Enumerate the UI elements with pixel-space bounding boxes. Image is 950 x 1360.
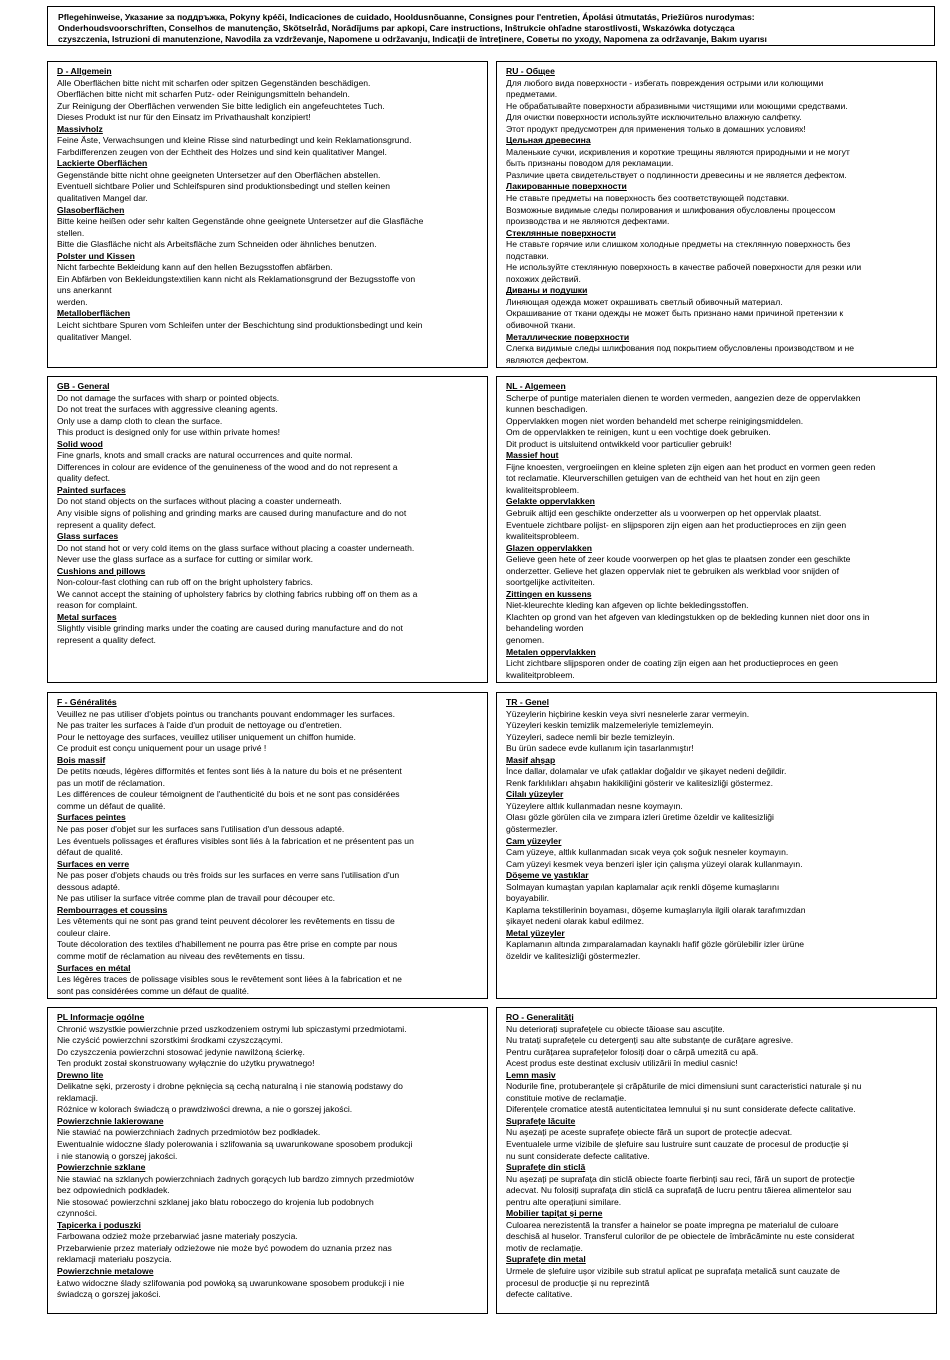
section-heading: Диваны и подушки: [506, 285, 588, 296]
section-text: represent a quality defect.: [57, 519, 156, 530]
section-text: świadczą o gorszej jakości.: [57, 1289, 161, 1300]
section-heading: Powierzchnie szklane: [57, 1162, 146, 1173]
section-text: Scherpe of puntige materialen dienen te worden vermeden, aangezien deze de oppervlakken: [506, 392, 861, 403]
section-heading: Rembourrages et coussins: [57, 904, 168, 915]
header-line: Pflegehinweise, Указание за поддръжка, Pokyny kpéči, Indicaciones de cuidado, Hooldusnõuanne, Consignes pour l'entretien, Ápolási útmutatás, Priežiūros nurodymas:: [58, 12, 755, 22]
section-text: reklamacji.: [57, 1092, 99, 1103]
section-text: похожих действий.: [506, 273, 581, 284]
section-heading: Surfaces en verre: [57, 858, 130, 869]
section-text: Yüzeylerin hiçbirine keskin veya sivri nesnelerle zarar vermeyin.: [506, 708, 750, 719]
section-text: reklamacji materiału poszycia.: [57, 1254, 172, 1265]
section-text: tot reclamatie. Kleurverschillen getuigen van de echtheid van het hout en zijn geen: [506, 473, 820, 484]
section-text: Bitte keine heißen oder sehr kalten Gegenstände ohne geeignete Untersetzer auf die Glasfläche: [57, 216, 424, 227]
section-text: Линяющая одежда может окрашивать светлый обивочный материал.: [506, 296, 783, 307]
section-text: Окрашивание от ткани одежды не может быть признано нами причиной претензии к: [506, 308, 844, 319]
section-text: Маленькие сучки, искривления и короткие трещины являются природными и не могут: [506, 146, 850, 157]
section-text: quality defect.: [57, 473, 111, 484]
section-heading: Solid wood: [57, 438, 103, 449]
section-text: Cam yüzeyi kesmek veya benzeri işler için çalışma yüzeyi olarak kullanmayın.: [506, 858, 803, 869]
section-ru: [496, 61, 937, 368]
section-text: reason for complaint.: [57, 600, 138, 611]
section-text: Alle Oberflächen bitte nicht mit scharfen oder spitzen Gegenständen beschädigen.: [57, 77, 371, 88]
section-text: comme motif de réclamation au niveau des revêtements en tissu.: [57, 951, 305, 962]
section-text: defecte calitative.: [506, 1289, 573, 1300]
section-text: Oberflächen bitte nicht mit scharfen Putz- oder Reinigungsmitteln behandeln.: [57, 89, 350, 100]
section-text: kwaliteitprobleem.: [506, 669, 575, 680]
section-text: deschisă al huselor. Transferul culorilor de pe obiectele de îmbrăcăminte nu este considerat: [506, 1231, 855, 1242]
section-text: Nie stosować powierzchni szklanej jako blatu roboczego do krojenia lub podobnych: [57, 1196, 374, 1207]
section-nl: [496, 376, 937, 683]
section-text: Różnice w kolorach świadczą o prawdziwości drewna, a nie o gorszej jakości.: [57, 1104, 353, 1115]
section-text: Do czyszczenia powierzchni stosować jedynie nawilżoną ścierkę.: [57, 1046, 305, 1057]
section-text: qualitativen Mangel dar.: [57, 193, 148, 204]
section-heading: Bois massif: [57, 754, 106, 765]
section-heading: F - Généralités: [57, 697, 117, 707]
section-text: Do not stand objects on the surfaces without placing a coaster underneath.: [57, 496, 342, 507]
section-text: быть признаны поводом для рекламации.: [506, 158, 674, 169]
section-text: Om de oppervlakken te reinigen, kunt u een vochtige doek gebruiken.: [506, 427, 771, 438]
section-text: comme un défaut de qualité.: [57, 800, 166, 811]
section-text: Łatwo widoczne ślady szlifowania pod powłoką są uwarunkowane sposobem produkcji i nie: [57, 1277, 405, 1288]
section-text: Chronić wszystkie powierzchnie przed uszkodzeniem ostrymi lub spiczastymi przedmiotami.: [57, 1023, 407, 1034]
section-text: Ewentualnie widoczne ślady polerowania i szlifowania są uwarunkowane sposobem produkcji: [57, 1139, 413, 1150]
section-text: Do not stand hot or very cold items on the glass surface without placing a coaster underneath.: [57, 542, 415, 553]
section-text: производства и не являются дефектами.: [506, 216, 670, 227]
section-heading: Metal yüzeyler: [506, 927, 565, 938]
section-gb: [47, 376, 488, 683]
section-text: Ne pas poser d'objet sur les surfaces sans l'utilisation d'un dessous adapté.: [57, 824, 345, 835]
section-text: Ne pas poser d'objets chauds ou très froids sur les surfaces en verre sans l'utilisation d'un: [57, 870, 400, 881]
section-text: bez odpowiednich podkładek.: [57, 1185, 170, 1196]
section-text: Ne pas utiliser la surface vitrée comme plan de travail pour découper etc.: [57, 893, 336, 904]
section-text: Do not treat the surfaces with aggressive cleaning agents.: [57, 404, 278, 415]
section-text: Возможные видимые следы полирования и шлифования обусловлены процессом: [506, 204, 836, 215]
section-heading: NL - Algemeen: [506, 381, 566, 391]
section-text: Kaplamanın altında zımparalamadan kaynaklı hafif gözle görülebilir izler ürüne: [506, 939, 805, 950]
section-heading: Glass surfaces: [57, 531, 119, 542]
section-text: Only use a damp cloth to clean the surface.: [57, 415, 223, 426]
section-text: Les éventuels polissages et éraflures visibles sont liés à la fabrication et ne présentent pas un: [57, 835, 414, 846]
section-text: Этот продукт предусмотрен для применения только в домашних условиях!: [506, 123, 806, 134]
section-text: Ein Abfärben von Bekleidungstextilien kann nicht als Reklamationsgrund der Bezugsstoffe von: [57, 273, 416, 284]
section-text: Fine gnarls, knots and small cracks are natural occurrences and quite normal.: [57, 450, 353, 461]
section-text: werden.: [57, 296, 88, 307]
section-heading: Lemn masiv: [506, 1069, 556, 1080]
section-text: Pentru curățarea suprafețelor folosiți doar o cârpă umezită cu apă.: [506, 1046, 759, 1057]
section-text: Nodurile fine, protuberanțele și crăpăturile de mici dimensiuni sunt caracteristici naturale și nu: [506, 1081, 862, 1092]
section-text: Niet-kleurechte kleding kan afgeven op lichte bekledingsstoffen.: [506, 600, 749, 611]
section-text: represent a quality defect.: [57, 635, 156, 646]
section-text: Cam yüzeye, altlık kullanmadan sıcak veya çok soğuk nesneler koymayın.: [506, 847, 789, 858]
section-heading: Metal surfaces: [57, 611, 117, 622]
section-text: Для любого вида поверхности - избегать повреждения острыми или колющими: [506, 77, 824, 88]
section-heading: TR - Genel: [506, 697, 549, 707]
section-text: Yüzeyleri, sadece nemli bir bezle temizleyin.: [506, 731, 675, 742]
section-text: özeldir ve kalitesizliği göstermezler.: [506, 951, 641, 962]
section-text: Не ставьте горячие или слишком холодные предметы на стеклянную поверхность без: [506, 239, 851, 250]
section-text: czynności.: [57, 1208, 98, 1219]
section-text: Yüzeyleri keskin temizlik malzemeleriyle temizlemeyin.: [506, 720, 714, 731]
section-text: Toute décoloration des textiles d'habillement ne pourra pas être prise en compte par nous: [57, 939, 398, 950]
section-text: Nie stawiać na szklanych powierzchniach żadnych gorących lub bardzo zimnych przedmiotów: [57, 1173, 414, 1184]
section-heading: Powierzchnie metalowe: [57, 1266, 154, 1277]
section-text: Les légères traces de polissage visibles sous le revêtement sont liées à la fabrication et ne: [57, 974, 402, 985]
section-text: İnce dallar, dolamalar ve ufak çatlaklar doğaldır ve şikayet nedeni değildir.: [506, 766, 787, 777]
section-text: Leicht sichtbare Spuren vom Schleifen unter der Beschichtung sind produktionsbedingt und kein: [57, 320, 423, 331]
section-text: Klachten op grond van het afgeven van kledingstukken op de bekleding kunnen niet door ons in: [506, 611, 870, 622]
section-heading: Polster und Kissen: [57, 250, 135, 261]
section-text: behandeling worden: [506, 623, 584, 634]
section-heading: Drewno lite: [57, 1069, 104, 1080]
section-text: Nie stawiać na powierzchniach żadnych przedmiotów bez podkładek.: [57, 1127, 321, 1138]
section-heading: Cushions and pillows: [57, 565, 146, 576]
section-heading: Surfaces en métal: [57, 962, 131, 973]
section-text: Dieses Produkt ist nur für den Einsatz im Privathaushalt konzipiert!: [57, 112, 311, 123]
section-text: genomen.: [506, 635, 545, 646]
section-text: nu sunt considerate defecte calitative.: [506, 1150, 650, 1161]
section-text: Veuillez ne pas utiliser d'objets pointus ou tranchants pouvant endommager les surfaces.: [57, 708, 395, 719]
section-heading: Painted surfaces: [57, 484, 126, 495]
section-text: Pour le nettoyage des surfaces, veuillez utiliser uniquement un chiffon humide.: [57, 731, 356, 742]
section-de: [47, 61, 488, 368]
section-text: Kaplama tekstillerinin boyaması, döşeme kumaşlarıyla ilgili olarak tarafımızdan: [506, 904, 806, 915]
section-text: i nie stanowią o gorszej jakości.: [57, 1150, 178, 1161]
section-heading: Cilalı yüzeyler: [506, 789, 564, 800]
section-text: soortgelijke activiteiten.: [506, 577, 595, 588]
section-heading: Massivholz: [57, 123, 103, 134]
section-text: Nicht farbechte Bekleidung kann auf den hellen Bezugsstoffen abfärben.: [57, 262, 333, 273]
section-fr: [47, 692, 488, 999]
section-heading: Лакированные поверхности: [506, 181, 627, 192]
section-heading: Metalloberflächen: [57, 308, 131, 319]
section-text: Farbowana odzież może przebarwiać jasne materiały poszycia.: [57, 1231, 298, 1242]
section-text: pas un motif de réclamation.: [57, 777, 165, 788]
section-text: Nu așezați pe suprafața din sticlă obiecte foarte fierbinți sau reci, fără un suport de protecție: [506, 1173, 855, 1184]
section-heading: RU - Общее: [506, 66, 555, 76]
section-text: Eventuele zichtbare polijst- en slijpsporen zijn eigen aan het productieproces en zijn geen: [506, 519, 847, 530]
section-text: Les différences de couleur témoignent de l'authenticité du bois et ne sont pas considérées: [57, 789, 400, 800]
section-text: Delikatne sęki, przerosty i drobne pęknięcia są cechą naturalną i nie stanowią podstawy do: [57, 1081, 403, 1092]
section-text: Eventualele urme vizibile de șlefuire sau lustruire sunt cauzate de procesul de producție și: [506, 1139, 849, 1150]
section-text: Nu deteriorați suprafețele cu obiecte tăioase sau ascuțite.: [506, 1023, 725, 1034]
section-heading: Металлические поверхности: [506, 331, 630, 342]
section-text: onderzetter. Gelieve het glazen oppervlak niet te gebruiken als werkblad voor snijden of: [506, 565, 839, 576]
section-text: являются дефектом.: [506, 354, 589, 365]
section-heading: Metalen oppervlakken: [506, 646, 596, 657]
section-heading: Suprafețe din sticlă: [506, 1162, 586, 1173]
section-pl: [47, 1007, 488, 1314]
section-text: Feine Äste, Verwachsungen und kleine Risse sind naturbedingt und kein Reklamationsgrund.: [57, 135, 412, 146]
section-text: kunnen beschadigen.: [506, 404, 588, 415]
section-text: Diferențele cromatice atestă autenticitatea lemnului și nu sunt considerate defecte calitative.: [506, 1104, 856, 1115]
section-text: Fijne knoesten, vergroeiingen en kleine spleten zijn eigen aan het product en vormen geen reden: [506, 461, 876, 472]
section-text: Не обрабатывайте поверхности абразивными чистящими или моющими средствами.: [506, 100, 848, 111]
section-text: Any visible signs of polishing and grinding marks are caused during manufacture and do not: [57, 508, 407, 519]
section-text: Solmayan kumaştan yapılan kaplamalar açık renkli döşeme kumaşlarını: [506, 881, 780, 892]
section-text: kwaliteitsprobleem.: [506, 484, 580, 495]
section-heading: Surfaces peintes: [57, 812, 126, 823]
section-text: подставки.: [506, 250, 549, 261]
section-text: Licht zichtbare slijpsporen onder de coating zijn eigen aan het productieproces en geen: [506, 658, 839, 669]
section-heading: Döşeme ve yastıklar: [506, 870, 589, 881]
section-text: Различие цвета свидетельствует о подлинности древесины и не является дефектом.: [506, 169, 847, 180]
section-heading: Mobilier tapițat și perne: [506, 1208, 603, 1219]
section-text: предметами.: [506, 89, 558, 100]
section-text: Culoarea nerezistentă la transfer a hainelor se poate impregna pe materialul de culoare: [506, 1219, 839, 1230]
section-text: Slightly visible grinding marks under the coating are caused during manufacture and do not: [57, 623, 403, 634]
section-text: Non-colour-fast clothing can rub off on the bright upholstery fabrics.: [57, 577, 313, 588]
section-text: qualitativer Mangel.: [57, 331, 132, 342]
section-text: Les vêtements qui ne sont pas grand teint peuvent décolorer les revêtements en tissu de: [57, 916, 395, 927]
section-text: Never use the glass surface as a surface for cutting or similar work.: [57, 554, 314, 565]
section-text: Zur Reinigung der Oberflächen verwenden Sie bitte lediglich ein angefeuchtetes Tuch.: [57, 100, 385, 111]
section-heading: Стеклянные поверхности: [506, 227, 616, 238]
section-text: göstermezler.: [506, 824, 558, 835]
section-heading: Masif ahşap: [506, 754, 556, 765]
section-text: Не используйте стеклянную поверхность в качестве рабочей поверхности для резки или: [506, 262, 862, 273]
section-text: Urmele de șlefuire ușor vizibile sub stratul aplicat pe suprafața metalică sunt cauzate de: [506, 1266, 840, 1277]
section-text: motiv de reclamație.: [506, 1242, 583, 1253]
section-heading: Gelakte oppervlakken: [506, 496, 595, 507]
section-text: défaut de qualité.: [57, 847, 123, 858]
section-text: Farbdifferenzen zeugen von der Echtheit des Holzes und sind kein qualitativer Mangel.: [57, 146, 387, 157]
section-heading: Tapicerka i poduszki: [57, 1219, 141, 1230]
section-heading: Suprafețe lăcuite: [506, 1115, 576, 1126]
section-text: Для очистки поверхности используйте исключительно влажную салфетку.: [506, 112, 802, 123]
section-text: Bitte die Glasfläche nicht als Arbeitsfläche zum Schneiden oder ähnliches benutzen.: [57, 239, 377, 250]
section-heading: PL Informacje ogólne: [57, 1012, 145, 1022]
section-text: Ten produkt został skonstruowany wyłącznie do użytku prywatnego!: [57, 1058, 315, 1069]
section-heading: Zittingen en kussens: [506, 588, 592, 599]
section-heading: RO - Generalități: [506, 1012, 574, 1022]
section-text: Не ставьте предметы на поверхность без соответствующей подставки.: [506, 193, 790, 204]
section-text: stellen.: [57, 227, 85, 238]
section-text: This product is designed only for use within private homes!: [57, 427, 281, 438]
section-heading: D - Allgemein: [57, 66, 112, 76]
section-text: Gelieve geen hete of zeer koude voorwerpen op het glas te plaatsen zonder een geschikte: [506, 554, 851, 565]
section-text: Oppervlakken mogen niet worden behandeld met scherpe reinigingsmiddelen.: [506, 415, 804, 426]
section-tr: [496, 692, 937, 999]
section-heading: Цельная древесина: [506, 135, 591, 146]
header-line: Onderhoudsvoorschriften, Conselhos de manutenção, Skötselråd, Norādījums par apkopi, Care instructions, Inštrukcie ohľadne starostlivosti, Wskazówka dotycząca: [58, 23, 735, 33]
section-text: Acest produs este destinat exclusiv utilizării în mediul casnic!: [506, 1058, 738, 1069]
section-heading: Glasoberflächen: [57, 204, 125, 215]
section-ro: [496, 1007, 937, 1314]
section-text: pentru alte operațiuni similare.: [506, 1196, 622, 1207]
section-text: Nu tratați suprafețele cu detergenți sau alte substanțe de curățare agresive.: [506, 1035, 794, 1046]
section-text: Przebarwienie przez materiały odzieżowe nie może być powodem do uznania przez nas: [57, 1242, 392, 1253]
section-text: Eventuell sichtbare Polier und Schleifspuren sind produktionsbedingt und stellen keinen: [57, 181, 390, 192]
section-text: Dit product is uitsluitend ontwikkeld voor particulier gebruik!: [506, 438, 732, 449]
section-text: constituie motive de reclamație.: [506, 1092, 627, 1103]
section-text: kwaliteitsprobleem.: [506, 531, 580, 542]
section-heading: Glazen oppervlakken: [506, 542, 592, 553]
section-heading: Massief hout: [506, 450, 559, 461]
section-text: Olası gözle görülen cila ve zımpara izleri üretime özeldir ve kalitesizliği: [506, 812, 774, 823]
section-text: Gebruik altijd een geschikte onderzetter als u voorwerpen op het oppervlak plaatst.: [506, 508, 822, 519]
section-text: De petits nœuds, légères difformités et fentes sont liés à la nature du bois et ne présentent: [57, 766, 402, 777]
section-text: Ce produit est conçu uniquement pour un usage privé !: [57, 743, 267, 754]
section-heading: Cam yüzeyler: [506, 835, 562, 846]
section-heading: Lackierte Oberflächen: [57, 158, 148, 169]
section-text: procesul de producție și nu reprezintă: [506, 1277, 650, 1288]
section-text: Bu ürün sadece evde kullanım için tasarlanmıştır!: [506, 743, 694, 754]
section-text: couleur claire.: [57, 927, 111, 938]
section-text: Differences in colour are evidence of the genuineness of the wood and do not represent a: [57, 461, 398, 472]
section-text: sont pas considérées comme un défaut de qualité.: [57, 985, 250, 996]
section-heading: Suprafețe din metal: [506, 1254, 586, 1265]
section-text: обивочной ткани.: [506, 320, 576, 331]
section-text: dessous adapté.: [57, 881, 121, 892]
section-text: Ne pas traiter les surfaces à l'aide d'un produit de nettoyage ou d'entretien.: [57, 720, 342, 731]
section-text: We cannot accept the staining of upholstery fabrics by clothing fabrics rubbing off on them as a: [57, 588, 418, 599]
section-text: Do not damage the surfaces with sharp or pointed objects.: [57, 392, 280, 403]
section-text: Слегка видимые следы шлифования под покрытием обусловлены производством и не: [506, 343, 855, 354]
section-text: boyayabilir.: [506, 893, 549, 904]
section-text: Yüzeylere altlık kullanmadan nesne koymayın.: [506, 800, 683, 811]
section-text: uns anerkannt: [57, 285, 112, 296]
care-instructions-header: [47, 6, 935, 46]
section-text: Nu așezați pe aceste suprafețe obiecte fără un suport de protecție adecvat.: [506, 1127, 793, 1138]
header-line: czyszczenia, Istruzioni di manutenzione, Navodila za vzdrževanje, Napomene u održavanju, Indicații de întreținere, Советы по уходу, Napomena za održavanje, Bakım uyarısı: [58, 34, 767, 44]
section-text: şikayet nedeni olarak kabul edilmez.: [506, 916, 645, 927]
section-text: Gegenstände bitte nicht ohne geeigneten Untersetzer auf den Oberflächen abstellen.: [57, 169, 381, 180]
section-text: Nie czyścić powierzchni szorstkimi środkami czyszczącymi.: [57, 1035, 283, 1046]
section-text: adecvat. Nu folosiți suprafața din sticlă ca suprafață de lucru pentru tăierea alimentelor sau: [506, 1185, 852, 1196]
section-heading: Powierzchnie lakierowane: [57, 1115, 164, 1126]
section-heading: GB - General: [57, 381, 110, 391]
section-text: Renk farklılıkları ahşabın hakikiliğini gösterir ve kalitesizliği göstermez.: [506, 777, 773, 788]
